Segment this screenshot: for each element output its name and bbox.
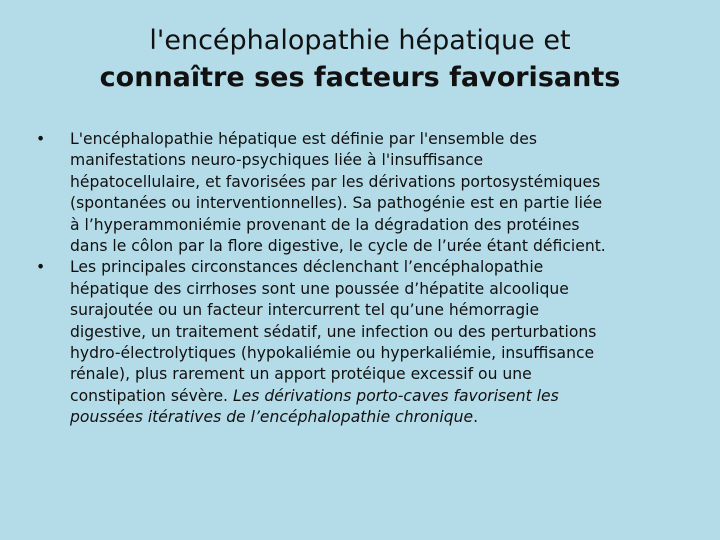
text-line: hépatocellulaire, et favorisées par les dérivations portosystémiques <box>70 172 601 191</box>
text-line <box>70 386 686 407</box>
text-plain: constipation sévère. <box>70 386 233 405</box>
slide-title <box>40 22 680 96</box>
text-line: L'encéphalopathie hépatique est définie par l'ensemble des <box>70 130 537 148</box>
bullet-text <box>70 257 686 428</box>
bullet-list <box>36 129 686 429</box>
text-line: Les principales circonstances déclenchant l’encéphalopathie <box>70 258 544 277</box>
text-line: surajoutée ou un facteur intercurrent tel qu’une hémorragie <box>70 301 540 320</box>
bullet-text <box>70 129 686 257</box>
text-italic: Les dérivations porto-caves favorisent les <box>232 386 559 405</box>
text-italic: poussées itératives de l’encéphalopathie chronique <box>70 408 474 427</box>
text-line: manifestations neuro-psychiques liée à l'insuffisance <box>70 151 484 170</box>
text-line: rénale), plus rarement un apport protéique excessif ou une <box>70 365 532 384</box>
text-line: hépatique des cirrhoses sont une poussée d’hépatite alcoolique <box>70 279 569 298</box>
text-plain: . <box>473 408 479 427</box>
text-line: dans le côlon par la flore digestive, le cycle de l’urée étant déficient. <box>70 237 606 256</box>
bullet-icon: • <box>36 130 46 148</box>
title-line-1: l'encéphalopathie hépatique et <box>149 25 571 56</box>
bullet-item-circumstances <box>36 257 686 428</box>
title-line-2: connaître ses facteurs favorisants <box>99 62 621 93</box>
bullet-item-definition <box>36 129 686 257</box>
text-line: digestive, un traitement sédatif, une infection ou des perturbations <box>70 322 597 341</box>
text-line: à l’hyperammoniémie provenant de la dégradation des protéines <box>70 215 580 234</box>
text-line <box>70 407 686 428</box>
bullet-icon: • <box>36 258 46 277</box>
text-line: (spontanées ou interventionnelles). Sa pathogénie est en partie liée <box>70 194 603 213</box>
text-line: hydro-électrolytiques (hypokaliémie ou hyperkaliémie, insuffisance <box>70 344 595 363</box>
